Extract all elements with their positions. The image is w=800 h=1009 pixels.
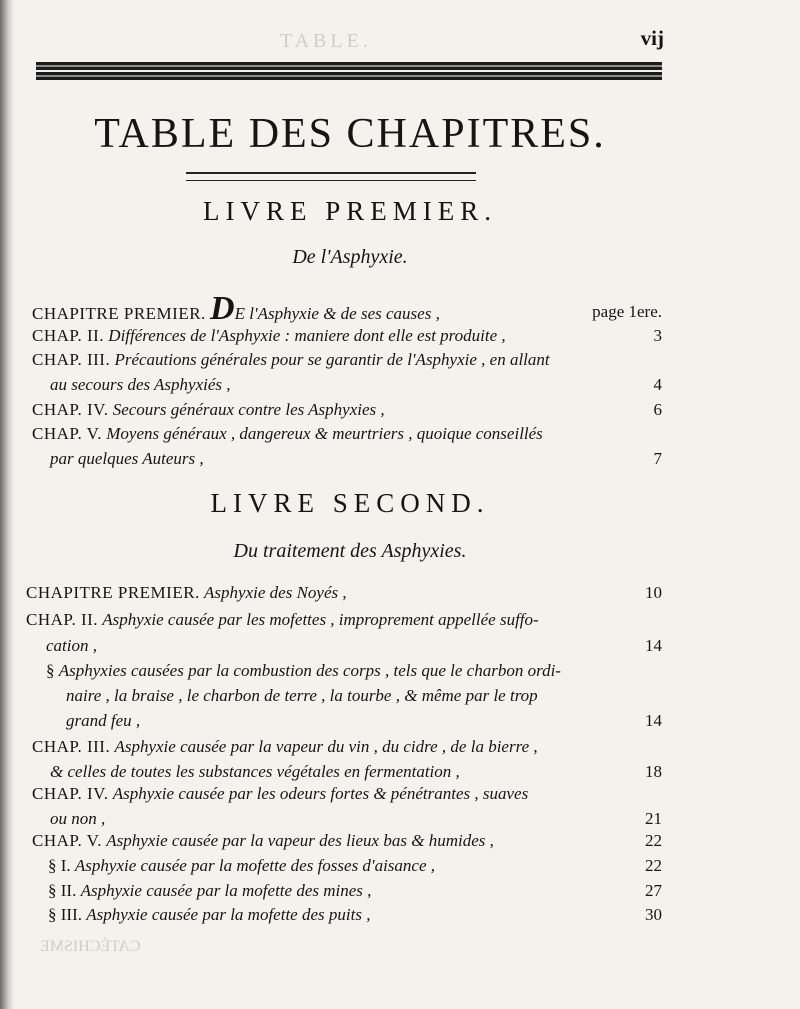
toc-entry-continued: naire , la braise , le charbon de terre , la tourbe , & même par le trop xyxy=(66,686,538,705)
bleed-through-text: CATÉCHISME xyxy=(40,938,141,955)
toc-entry: CHAPITRE PREMIER. Asphyxie des Noyés , 10 xyxy=(26,583,662,602)
toc-entry: CHAP. III. Asphyxie causée par la vapeur du vin , du cidre , de la bierre , xyxy=(32,737,538,756)
toc-entry-continued: par quelques Auteurs , 7 xyxy=(50,449,662,468)
toc-page: 21 xyxy=(645,809,662,828)
toc-entry-continued: cation , 14 xyxy=(46,636,662,655)
toc-entry-continued: & celles de toutes les substances végétales en fermentation , 18 xyxy=(50,762,662,781)
toc-entry: § III. Asphyxie causée par la mofette des puits , 30 xyxy=(48,905,662,924)
toc-entry: CHAP. II. Asphyxie causée par les mofettes , improprement appellée suffo- xyxy=(26,610,539,629)
toc-entry-continued: ou non , 21 xyxy=(50,809,662,828)
bleed-through-text: TABLE. xyxy=(280,30,372,52)
toc-page: 22 xyxy=(645,856,662,875)
toc-entry-continued: grand feu , 14 xyxy=(66,711,662,730)
ornamental-rule xyxy=(36,62,662,82)
toc-page: page 1ere. xyxy=(592,302,662,321)
toc-page: 6 xyxy=(653,400,662,419)
livre-second-subtitle: Du traitement des Asphyxies. xyxy=(233,540,467,562)
toc-page: 4 xyxy=(653,375,662,394)
livre-premier-subtitle: De l'Asphyxie. xyxy=(292,246,408,268)
toc-page: 3 xyxy=(653,326,662,345)
page-number: vij xyxy=(640,26,664,50)
toc-entry: CHAP. V. Moyens généraux , dangereux & meurtriers , quoique conseillés xyxy=(32,424,543,443)
toc-entry: CHAPITRE PREMIER. DE l'Asphyxie & de ses causes , page 1ere. xyxy=(32,290,662,327)
toc-page: 22 xyxy=(645,831,662,850)
toc-page: 18 xyxy=(645,762,662,781)
page-title: TABLE DES CHAPITRES. xyxy=(94,111,606,157)
toc-entry: CHAP. IV. Secours généraux contre les Asphyxies , 6 xyxy=(32,400,662,419)
toc-entry: CHAP. V. Asphyxie causée par la vapeur des lieux bas & humides , 22 xyxy=(32,831,662,850)
title-rule xyxy=(186,172,476,181)
toc-page: 14 xyxy=(645,636,662,655)
livre-second-heading: LIVRE SECOND. xyxy=(210,488,490,518)
toc-page: 27 xyxy=(645,881,662,900)
toc-entry: CHAP. II. Différences de l'Asphyxie : maniere dont elle est produite , 3 xyxy=(32,326,662,345)
toc-page: 30 xyxy=(645,905,662,924)
toc-entry: CHAP. III. Précautions générales pour se garantir de l'Asphyxie , en allant xyxy=(32,350,550,369)
toc-entry-continued: au secours des Asphyxiés , 4 xyxy=(50,375,662,394)
toc-page: 14 xyxy=(645,711,662,730)
livre-premier-heading: LIVRE PREMIER. xyxy=(202,196,497,226)
toc-page: 7 xyxy=(653,449,662,468)
toc-page: 10 xyxy=(645,583,662,602)
toc-entry: § I. Asphyxie causée par la mofette des fosses d'aisance , 22 xyxy=(48,856,662,875)
toc-entry: CHAP. IV. Asphyxie causée par les odeurs fortes & pénétrantes , suaves xyxy=(32,784,529,803)
toc-entry: § II. Asphyxie causée par la mofette des mines , 27 xyxy=(48,881,662,900)
toc-entry: § Asphyxies causées par la combustion des corps , tels que le charbon ordi- xyxy=(46,661,561,680)
